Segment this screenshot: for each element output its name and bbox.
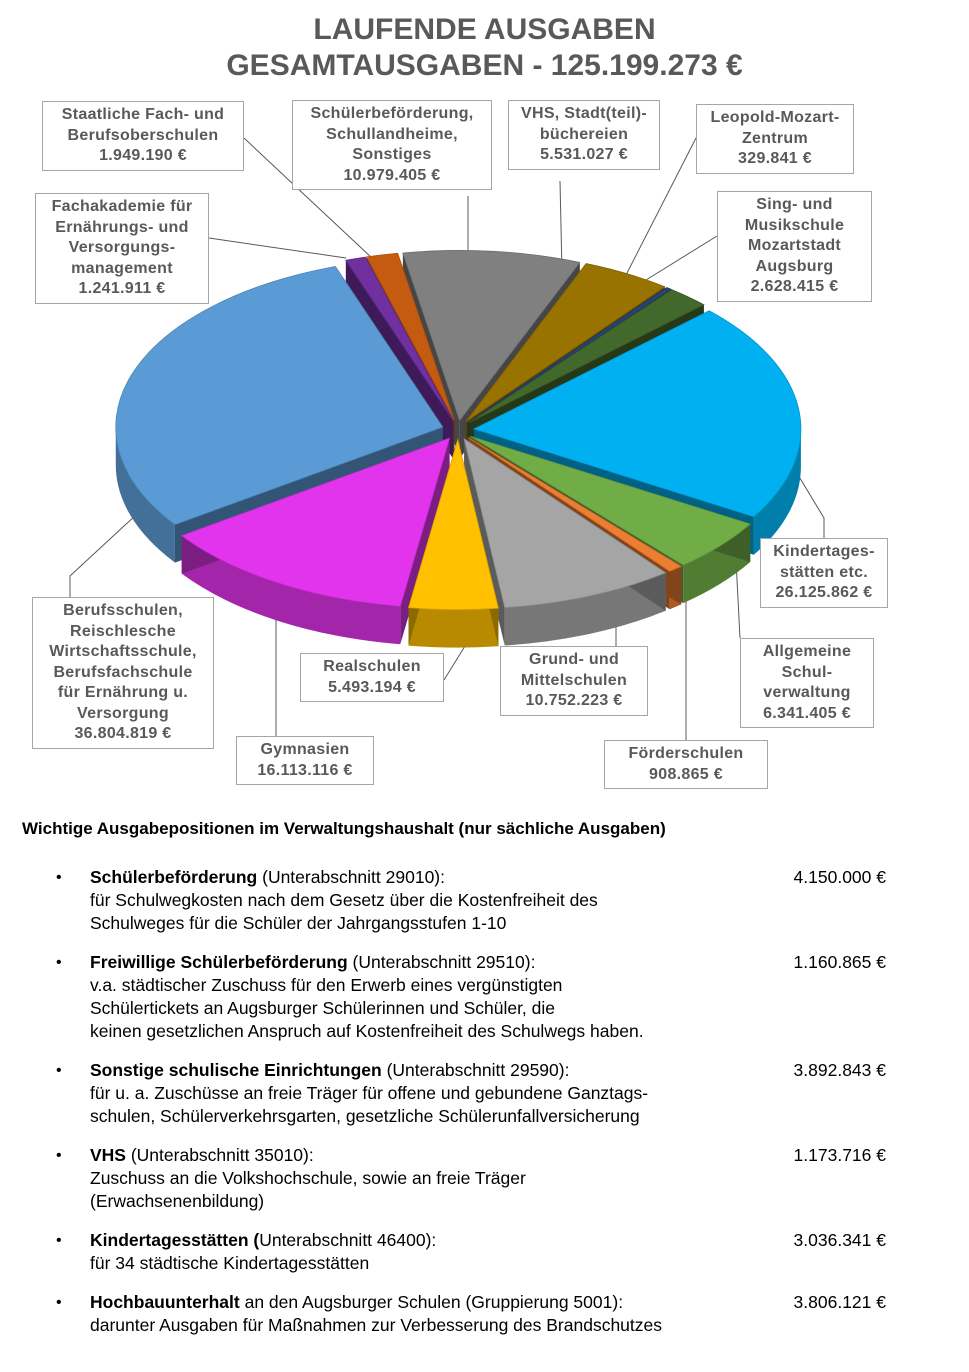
expense-item-description: v.a. städtischer Zuschuss für den Erwerb eines vergünstigten xyxy=(90,975,563,995)
expense-item-title: Hochbauunterhalt xyxy=(90,1292,240,1312)
expense-item xyxy=(56,1291,896,1337)
expense-item-subtitle: (Unterabschnitt 29590): xyxy=(381,1060,570,1080)
slice-label-allg xyxy=(740,638,874,728)
expense-item-description: für 34 städtische Kindertagesstätten xyxy=(90,1253,370,1273)
expense-item-description: für u. a. Zuschüsse an freie Träger für offene und gebundene Ganztags- xyxy=(90,1083,649,1103)
expense-item-title: Schülerbeförderung xyxy=(90,867,258,887)
expense-item-subtitle: (Unterabschnitt 35010): xyxy=(125,1145,314,1165)
slice-label-value: 5.531.027 € xyxy=(540,146,628,163)
pie-slices xyxy=(116,250,801,647)
pie-slice-wall-real xyxy=(409,608,499,648)
slice-label-text: Ernährungs- und xyxy=(55,218,189,236)
expense-item-amount: 4.150.000 € xyxy=(793,867,886,887)
expense-item-description: für Schulwegkosten nach dem Gesetz über die Kostenfreiheit des xyxy=(90,890,598,910)
slice-label-real xyxy=(300,653,444,702)
slice-label-text: Augsburg xyxy=(755,257,834,275)
slice-label-text: Mozartstadt xyxy=(747,237,842,254)
expense-item-subtitle: an den Augsburger Schulen (Gruppierung 5001): xyxy=(239,1292,624,1312)
slice-label-value: 16.113.116 € xyxy=(257,761,353,779)
expense-item xyxy=(56,1229,896,1275)
slice-label-text: Wirtschaftsschule, xyxy=(49,643,197,660)
slice-label-text: Reischlesche xyxy=(70,622,176,640)
bullet-icon: • xyxy=(56,954,62,971)
slice-label-text: management xyxy=(71,259,173,277)
slice-label-beruf xyxy=(32,597,214,749)
slice-label-text: Berufsschulen, xyxy=(63,602,183,619)
slice-label-value: 10.979.405 € xyxy=(343,166,441,184)
slice-label-text: für Ernährung u. xyxy=(57,684,189,701)
slice-label-text: Realschulen xyxy=(323,658,421,675)
slice-label-text: Leopold-Mozart- xyxy=(710,109,840,126)
expense-item-title: Freiwillige Schülerbeförderung xyxy=(90,952,348,972)
slice-label-value: 36.804.819 € xyxy=(74,725,172,742)
chart-title-line-2: GESAMTAUSGABEN - 125.199.273 € xyxy=(226,49,743,82)
expense-item-subtitle: (Unterabschnitt 29010): xyxy=(257,867,445,887)
slice-label-text: Fachakademie für xyxy=(51,198,193,215)
expense-item xyxy=(56,1144,896,1213)
slice-label-value: 1.241.911 € xyxy=(78,280,166,297)
slice-label-text: stätten etc. xyxy=(779,563,869,581)
expense-item-amount: 3.036.341 € xyxy=(793,1230,886,1250)
expense-item-description: schulen, Schülerverkehrsgarten, gesetzliche Schülerunfallversicherung xyxy=(90,1106,640,1126)
expense-item xyxy=(56,1059,896,1128)
slice-label-fos xyxy=(42,101,244,171)
slice-label-grund xyxy=(500,646,648,716)
chart-title-line-1: LAUFENDE AUSGABEN xyxy=(313,13,656,46)
slice-label-text: Versorgung xyxy=(77,704,169,722)
section-heading: Wichtige Ausgabepositionen im Verwaltungshaushalt (nur sächliche Ausgaben) xyxy=(22,819,666,838)
slice-label-value: 1.949.190 € xyxy=(99,147,187,164)
bullet-icon: • xyxy=(56,1294,62,1311)
expense-item-amount: 1.160.865 € xyxy=(793,952,886,972)
expense-item-amount: 3.892.843 € xyxy=(793,1060,886,1080)
slice-label-value: 2.628.415 € xyxy=(750,278,839,295)
slice-label-sing xyxy=(717,191,872,302)
slice-label-text: büchereien xyxy=(539,125,629,143)
expense-item-description: Schülertickets an Augsburger Schülerinnen und Schüler, die xyxy=(90,998,556,1018)
leader-line-fachak xyxy=(209,238,346,258)
slice-label-text: Zentrum xyxy=(741,129,809,147)
slice-label-text: Grund- und xyxy=(528,651,620,668)
slice-label-text: Allgemeine xyxy=(762,643,852,660)
slice-label-text: Schullandheime, xyxy=(326,125,458,143)
expense-item-description: (Erwachsenenbildung) xyxy=(90,1191,265,1211)
slice-label-schuelerbef xyxy=(292,100,492,190)
bullet-icon: • xyxy=(56,1147,62,1164)
slice-label-fachak xyxy=(35,193,209,304)
slice-label-text: Mittelschulen xyxy=(520,671,628,689)
slice-label-text: Schülerbeförderung, xyxy=(310,105,474,122)
slice-label-text: Staatliche Fach- und xyxy=(61,106,225,123)
expense-item xyxy=(56,866,896,935)
expense-item-description: keinen gesetzlichen Anspruch auf Kostenfreiheit des Schulwegs haben. xyxy=(90,1021,644,1041)
slice-label-text: Schul- xyxy=(781,663,833,681)
leader-line-sing xyxy=(646,236,717,280)
expense-item xyxy=(56,951,896,1043)
expense-item-subtitle: (Unterabschnitt 29510): xyxy=(347,952,536,972)
slice-label-vhs xyxy=(508,100,660,170)
slice-label-lmz xyxy=(696,104,854,174)
expense-item-title: Sonstige schulische Einrichtungen xyxy=(90,1060,382,1080)
expense-item-description: Zuschuss an die Volkshochschule, sowie an freie Träger xyxy=(90,1168,526,1188)
slice-label-text: Förderschulen xyxy=(628,745,744,762)
slice-label-text: Berufsoberschulen xyxy=(67,126,219,144)
slice-label-text: VHS, Stadt(teil)- xyxy=(521,105,647,122)
slice-label-value: 26.125.862 € xyxy=(775,584,873,601)
slice-label-value: 6.341.405 € xyxy=(763,704,851,722)
expense-item-description: darunter Ausgaben für Maßnahmen zur Verbesserung des Brandschutzes xyxy=(90,1315,663,1335)
slice-label-text: Sonstiges xyxy=(352,146,432,163)
slice-label-text: Gymnasien xyxy=(260,741,350,758)
expense-item-amount: 1.173.716 € xyxy=(793,1145,886,1165)
slice-label-text: verwaltung xyxy=(763,684,851,701)
slice-label-text: Sing- und xyxy=(756,196,833,213)
slice-label-kita xyxy=(760,538,888,608)
slice-label-foerder xyxy=(604,740,768,789)
slice-label-value: 5.493.194 € xyxy=(328,678,416,696)
expense-item-description: Schulweges für die Schüler der Jahrgangsstufen 1-10 xyxy=(90,913,507,933)
expense-item-amount: 3.806.121 € xyxy=(793,1292,886,1312)
slice-label-text: Berufsfachschule xyxy=(53,663,193,681)
slice-label-value: 329.841 € xyxy=(738,150,812,167)
slice-label-gym xyxy=(236,736,374,785)
bullet-icon: • xyxy=(56,1062,62,1079)
expense-item-title: Kindertagesstätten ( xyxy=(90,1230,260,1250)
slice-label-text: Kindertages- xyxy=(773,543,875,560)
slice-label-value: 10.752.223 € xyxy=(525,692,623,709)
expense-item-subtitle: Unterabschnitt 46400): xyxy=(259,1230,437,1250)
slice-label-text: Versorgungs- xyxy=(68,239,176,256)
bullet-icon: • xyxy=(56,1232,62,1249)
slice-label-text: Musikschule xyxy=(744,216,845,234)
slice-label-value: 908.865 € xyxy=(649,765,723,783)
expense-item-title: VHS xyxy=(90,1145,126,1165)
bullet-icon: • xyxy=(56,869,62,886)
